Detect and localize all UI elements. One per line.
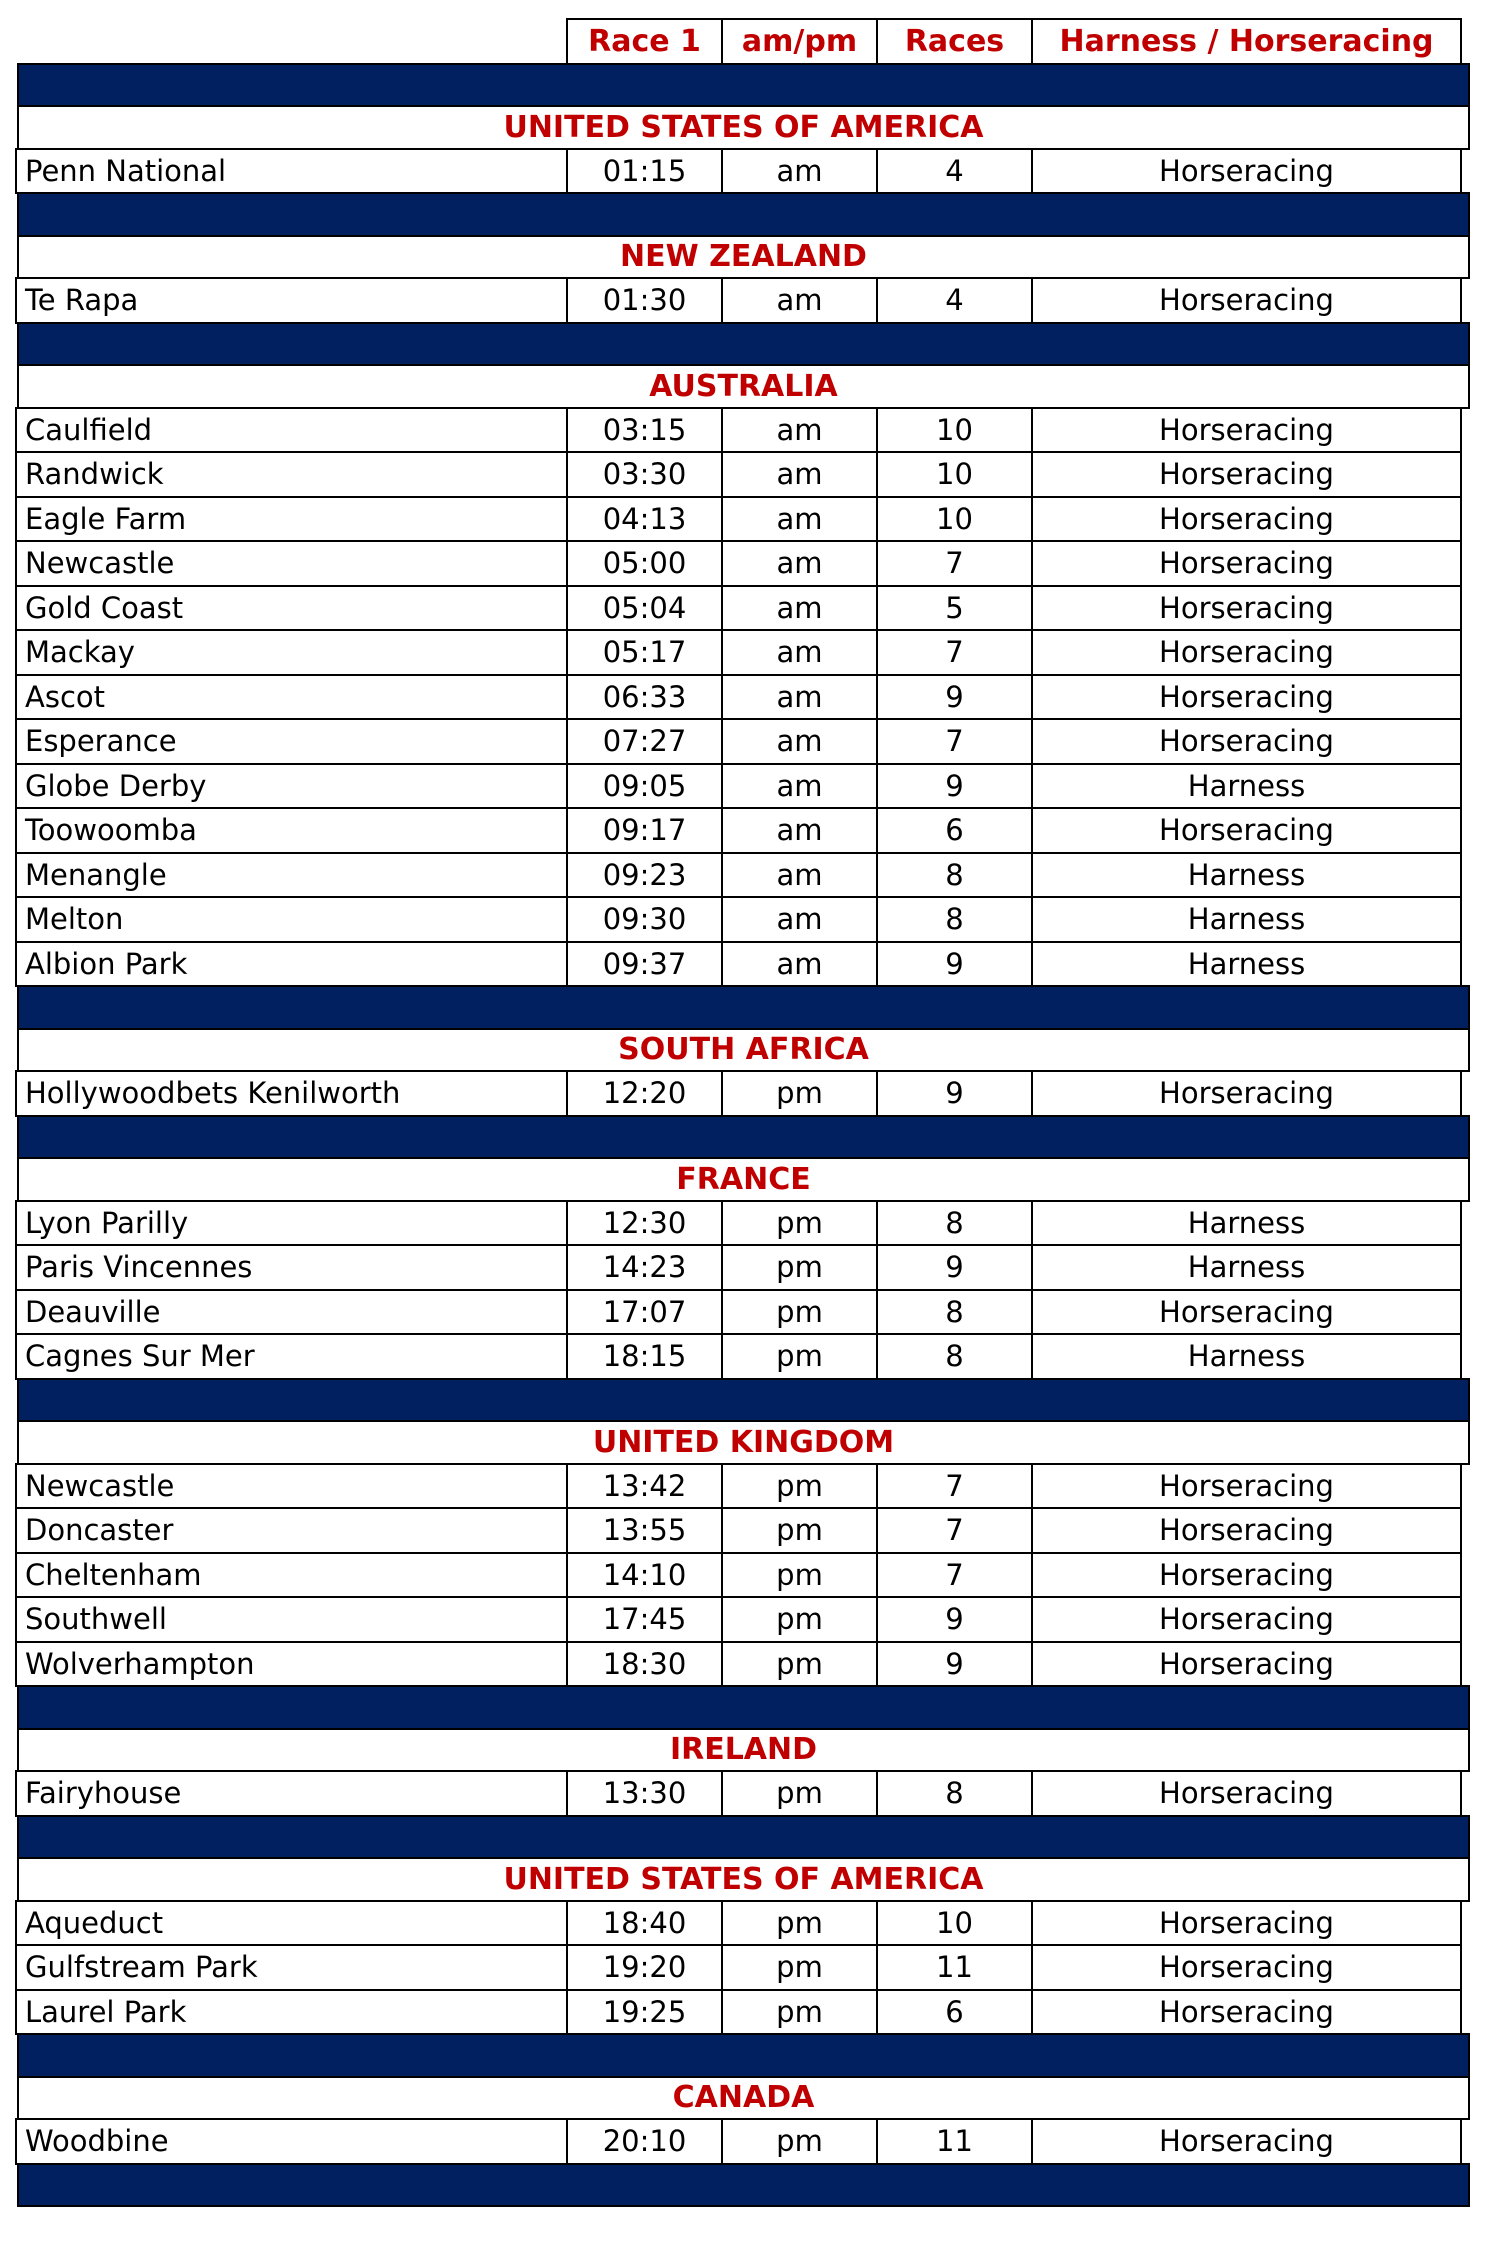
race-count-cell: 5 [876, 585, 1033, 632]
race-type-cell: Horseracing [1031, 1552, 1462, 1599]
race1-time-cell: 09:17 [566, 807, 723, 854]
race-type-cell: Harness [1031, 1333, 1462, 1380]
country-heading: NEW ZEALAND [17, 235, 1470, 280]
race1-time-cell: 05:04 [566, 585, 723, 632]
race-type-cell: Harness [1031, 1244, 1462, 1291]
table-row [17, 943, 1470, 988]
race-count-cell: 11 [876, 1944, 1033, 1991]
race-count-cell: 8 [876, 1289, 1033, 1336]
venue-cell: Fairyhouse [15, 1770, 568, 1817]
ampm-cell: pm [721, 1552, 878, 1599]
ampm-cell: pm [721, 1989, 878, 2036]
race-type-cell: Horseracing [1031, 718, 1462, 765]
race-type-cell: Horseracing [1031, 148, 1462, 195]
venue-cell: Woodbine [15, 2118, 568, 2165]
venue-cell: Newcastle [15, 540, 568, 587]
ampm-cell: am [721, 407, 878, 454]
race-count-cell: 8 [876, 896, 1033, 943]
race-type-cell: Horseracing [1031, 585, 1462, 632]
race1-time-cell: 13:42 [566, 1463, 723, 1510]
country-heading: UNITED KINGDOM [17, 1420, 1470, 1465]
table-row [17, 720, 1470, 765]
ampm-cell: am [721, 496, 878, 543]
ampm-cell: am [721, 763, 878, 810]
race-count-cell: 10 [876, 496, 1033, 543]
ampm-cell: am [721, 629, 878, 676]
race-count-cell: 7 [876, 1552, 1033, 1599]
table-row [17, 1465, 1470, 1510]
race-type-cell: Horseracing [1031, 407, 1462, 454]
race1-time-cell: 19:20 [566, 1944, 723, 1991]
race-count-cell: 10 [876, 407, 1033, 454]
ampm-cell: am [721, 277, 878, 324]
race-count-cell: 7 [876, 1507, 1033, 1554]
race-type-cell: Harness [1031, 852, 1462, 899]
venue-cell: Toowoomba [15, 807, 568, 854]
venue-cell: Lyon Parilly [15, 1200, 568, 1247]
ampm-cell: pm [721, 1289, 878, 1336]
venue-cell: Aqueduct [15, 1900, 568, 1947]
country-heading: FRANCE [17, 1157, 1470, 1202]
race-type-cell: Horseracing [1031, 1070, 1462, 1117]
race-schedule-table [17, 20, 1470, 2207]
table-row [17, 1554, 1470, 1599]
country-heading: AUSTRALIA [17, 364, 1470, 409]
venue-cell: Mackay [15, 629, 568, 676]
race1-time-cell: 12:20 [566, 1070, 723, 1117]
venue-cell: Esperance [15, 718, 568, 765]
race-type-cell: Horseracing [1031, 1507, 1462, 1554]
race1-time-cell: 17:07 [566, 1289, 723, 1336]
race1-time-cell: 01:15 [566, 148, 723, 195]
ampm-cell: am [721, 148, 878, 195]
section-divider-band [17, 1685, 1470, 1730]
race-count-cell: 10 [876, 1900, 1033, 1947]
race1-time-cell: 18:15 [566, 1333, 723, 1380]
venue-cell: Southwell [15, 1596, 568, 1643]
table-row [17, 1509, 1470, 1554]
race-type-cell: Harness [1031, 896, 1462, 943]
table-row [17, 409, 1470, 454]
race-type-cell: Horseracing [1031, 1989, 1462, 2036]
table-row [17, 2120, 1470, 2165]
ampm-cell: am [721, 540, 878, 587]
section-divider-band [17, 2033, 1470, 2078]
venue-cell: Penn National [15, 148, 568, 195]
header-blank-cell [15, 18, 568, 65]
race-count-cell: 9 [876, 941, 1033, 988]
race-count-cell: 9 [876, 674, 1033, 721]
race1-time-cell: 18:30 [566, 1641, 723, 1688]
race-count-cell: 9 [876, 1641, 1033, 1688]
race1-time-cell: 12:30 [566, 1200, 723, 1247]
ampm-cell: pm [721, 2118, 878, 2165]
race-count-cell: 7 [876, 1463, 1033, 1510]
venue-cell: Eagle Farm [15, 496, 568, 543]
venue-cell: Wolverhampton [15, 1641, 568, 1688]
table-row [17, 1072, 1470, 1117]
table-row [17, 1991, 1470, 2036]
table-row [17, 1946, 1470, 1991]
race-type-cell: Horseracing [1031, 1289, 1462, 1336]
race-type-cell: Harness [1031, 1200, 1462, 1247]
race1-time-cell: 03:15 [566, 407, 723, 454]
section-divider-band [17, 322, 1470, 367]
ampm-cell: pm [721, 1333, 878, 1380]
table-row [17, 1246, 1470, 1291]
venue-cell: Ascot [15, 674, 568, 721]
venue-cell: Menangle [15, 852, 568, 899]
ampm-cell: pm [721, 1900, 878, 1947]
ampm-cell: pm [721, 1507, 878, 1554]
race-type-cell: Harness [1031, 941, 1462, 988]
race1-time-cell: 05:00 [566, 540, 723, 587]
race-count-cell: 7 [876, 718, 1033, 765]
table-row [17, 279, 1470, 324]
race-count-cell: 4 [876, 277, 1033, 324]
venue-cell: Albion Park [15, 941, 568, 988]
table-row [17, 1335, 1470, 1380]
race-count-cell: 9 [876, 1070, 1033, 1117]
ampm-cell: am [721, 941, 878, 988]
race1-time-cell: 03:30 [566, 451, 723, 498]
race1-time-cell: 13:30 [566, 1770, 723, 1817]
table-row [17, 1643, 1470, 1688]
race-type-cell: Horseracing [1031, 1900, 1462, 1947]
ampm-cell: pm [721, 1641, 878, 1688]
race-count-cell: 8 [876, 852, 1033, 899]
table-row [17, 542, 1470, 587]
venue-cell: Gulfstream Park [15, 1944, 568, 1991]
race-type-cell: Horseracing [1031, 674, 1462, 721]
venue-cell: Te Rapa [15, 277, 568, 324]
ampm-cell: am [721, 896, 878, 943]
race-count-cell: 4 [876, 148, 1033, 195]
venue-cell: Cheltenham [15, 1552, 568, 1599]
race-type-cell: Horseracing [1031, 496, 1462, 543]
section-divider-band [17, 63, 1470, 108]
table-row [17, 1598, 1470, 1643]
race-count-cell: 9 [876, 1244, 1033, 1291]
race-type-cell: Horseracing [1031, 807, 1462, 854]
venue-cell: Globe Derby [15, 763, 568, 810]
header-races: Races [876, 18, 1033, 65]
ampm-cell: pm [721, 1944, 878, 1991]
ampm-cell: pm [721, 1770, 878, 1817]
race1-time-cell: 05:17 [566, 629, 723, 676]
race-type-cell: Horseracing [1031, 629, 1462, 676]
race1-time-cell: 19:25 [566, 1989, 723, 2036]
race1-time-cell: 14:23 [566, 1244, 723, 1291]
race-count-cell: 7 [876, 629, 1033, 676]
race1-time-cell: 04:13 [566, 496, 723, 543]
venue-cell: Newcastle [15, 1463, 568, 1510]
race1-time-cell: 14:10 [566, 1552, 723, 1599]
race-type-cell: Horseracing [1031, 1463, 1462, 1510]
section-divider-band [17, 2163, 1470, 2208]
race-type-cell: Harness [1031, 763, 1462, 810]
section-divider-band [17, 1115, 1470, 1160]
race-count-cell: 9 [876, 763, 1033, 810]
race1-time-cell: 01:30 [566, 277, 723, 324]
table-row [17, 150, 1470, 195]
venue-cell: Melton [15, 896, 568, 943]
race-type-cell: Horseracing [1031, 2118, 1462, 2165]
table-row [17, 809, 1470, 854]
race-count-cell: 8 [876, 1770, 1033, 1817]
ampm-cell: am [721, 451, 878, 498]
race1-time-cell: 09:30 [566, 896, 723, 943]
table-row [17, 453, 1470, 498]
table-row [17, 854, 1470, 899]
header-ampm: am/pm [721, 18, 878, 65]
venue-cell: Deauville [15, 1289, 568, 1336]
venue-cell: Hollywoodbets Kenilworth [15, 1070, 568, 1117]
header-type: Harness / Horseracing [1031, 18, 1462, 65]
race-type-cell: Horseracing [1031, 1641, 1462, 1688]
venue-cell: Cagnes Sur Mer [15, 1333, 568, 1380]
table-row [17, 1291, 1470, 1336]
race-count-cell: 7 [876, 540, 1033, 587]
section-divider-band [17, 1815, 1470, 1860]
header-race1: Race 1 [566, 18, 723, 65]
ampm-cell: am [721, 852, 878, 899]
section-divider-band [17, 1378, 1470, 1423]
race-count-cell: 6 [876, 1989, 1033, 2036]
ampm-cell: pm [721, 1070, 878, 1117]
race1-time-cell: 09:05 [566, 763, 723, 810]
venue-cell: Paris Vincennes [15, 1244, 568, 1291]
race1-time-cell: 09:23 [566, 852, 723, 899]
table-row [17, 1902, 1470, 1947]
ampm-cell: am [721, 585, 878, 632]
venue-cell: Randwick [15, 451, 568, 498]
race-type-cell: Horseracing [1031, 1596, 1462, 1643]
race-count-cell: 9 [876, 1596, 1033, 1643]
ampm-cell: pm [721, 1244, 878, 1291]
venue-cell: Caulfield [15, 407, 568, 454]
ampm-cell: pm [721, 1463, 878, 1510]
race-type-cell: Horseracing [1031, 1944, 1462, 1991]
race1-time-cell: 17:45 [566, 1596, 723, 1643]
race-type-cell: Horseracing [1031, 277, 1462, 324]
country-heading: UNITED STATES OF AMERICA [17, 105, 1470, 150]
section-divider-band [17, 985, 1470, 1030]
section-divider-band [17, 192, 1470, 237]
race1-time-cell: 20:10 [566, 2118, 723, 2165]
race-type-cell: Horseracing [1031, 1770, 1462, 1817]
race-type-cell: Horseracing [1031, 451, 1462, 498]
country-heading: CANADA [17, 2076, 1470, 2121]
country-heading: UNITED STATES OF AMERICA [17, 1857, 1470, 1902]
race-count-cell: 6 [876, 807, 1033, 854]
venue-cell: Laurel Park [15, 1989, 568, 2036]
race-count-cell: 8 [876, 1333, 1033, 1380]
table-row [17, 1772, 1470, 1817]
venue-cell: Doncaster [15, 1507, 568, 1554]
race-count-cell: 8 [876, 1200, 1033, 1247]
ampm-cell: am [721, 807, 878, 854]
race-count-cell: 10 [876, 451, 1033, 498]
table-row [17, 1202, 1470, 1247]
table-body [17, 63, 1470, 2208]
race1-time-cell: 09:37 [566, 941, 723, 988]
header-row [17, 20, 1470, 65]
table-row [17, 898, 1470, 943]
country-heading: IRELAND [17, 1728, 1470, 1773]
table-row [17, 498, 1470, 543]
table-row [17, 631, 1470, 676]
race1-time-cell: 07:27 [566, 718, 723, 765]
table-row [17, 587, 1470, 632]
ampm-cell: pm [721, 1596, 878, 1643]
ampm-cell: am [721, 718, 878, 765]
table-row [17, 676, 1470, 721]
race-count-cell: 11 [876, 2118, 1033, 2165]
race1-time-cell: 13:55 [566, 1507, 723, 1554]
race1-time-cell: 06:33 [566, 674, 723, 721]
country-heading: SOUTH AFRICA [17, 1028, 1470, 1073]
venue-cell: Gold Coast [15, 585, 568, 632]
ampm-cell: pm [721, 1200, 878, 1247]
race-type-cell: Horseracing [1031, 540, 1462, 587]
race1-time-cell: 18:40 [566, 1900, 723, 1947]
ampm-cell: am [721, 674, 878, 721]
table-row [17, 765, 1470, 810]
